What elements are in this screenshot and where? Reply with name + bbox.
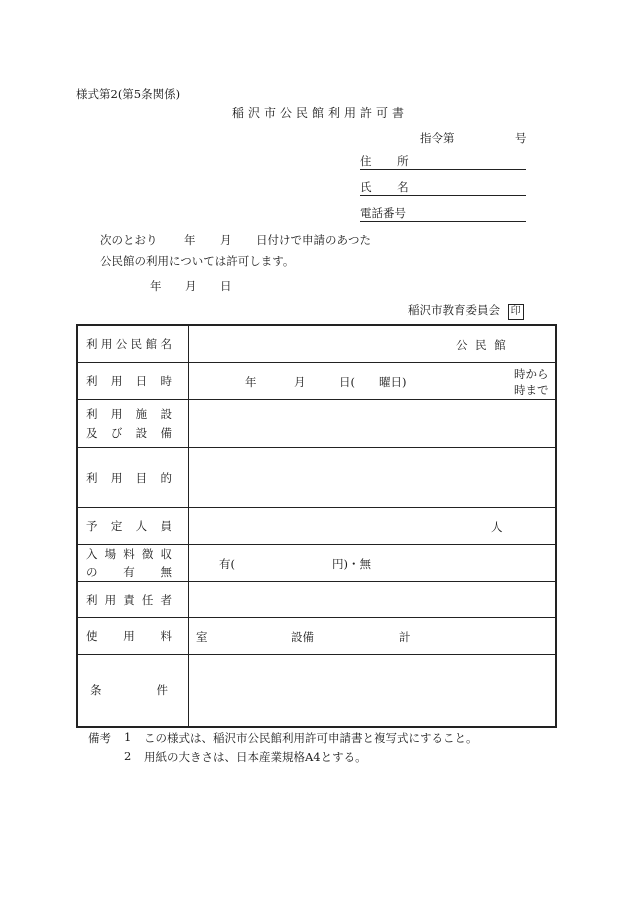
- kominkan-suffix: 公 民 館: [456, 338, 508, 352]
- label-char: 有: [123, 565, 135, 579]
- usage-weekday: 曜日): [379, 375, 407, 389]
- label-char: 料: [160, 629, 172, 643]
- label-responsible-person: [77, 582, 189, 618]
- usage-datetime-value[interactable]: [189, 363, 557, 400]
- label-usage-fee: [77, 618, 189, 655]
- body-line1-month: 月: [220, 233, 232, 247]
- usage-fee-value[interactable]: [189, 618, 557, 655]
- label-char: 用: [110, 374, 123, 388]
- label-purpose: [77, 448, 189, 508]
- label-char: 徴: [141, 547, 154, 561]
- label-char: 人: [135, 519, 148, 533]
- label-char: 利: [86, 374, 98, 388]
- facilities-equipment-value[interactable]: [189, 400, 557, 448]
- label-facility-name: [77, 325, 189, 363]
- permit-table: [76, 324, 557, 728]
- body-line2: 公民館の利用については許可します。: [100, 254, 295, 268]
- label-char: 使: [86, 629, 98, 643]
- label-char: 員: [160, 519, 172, 533]
- usage-year: 年: [245, 375, 257, 389]
- label-char: 責: [123, 592, 135, 607]
- label-char: 用: [123, 629, 135, 643]
- note-1: この様式は、稲沢市公民館利用許可申請書と複写式にすること。: [144, 731, 478, 745]
- table-row: [77, 655, 556, 727]
- body-line1-year: 年: [184, 233, 196, 247]
- label-char: 入: [86, 547, 98, 561]
- label-char: 利: [86, 592, 98, 607]
- label-char: 利: [86, 470, 98, 485]
- phone-label: 電話番号: [360, 206, 406, 220]
- fee-yes: 有(: [219, 557, 235, 571]
- document-title: 稲沢市公民館利用許可書: [232, 106, 409, 120]
- label-char: 任: [141, 592, 154, 607]
- purpose-value[interactable]: [189, 448, 557, 508]
- issue-date-month: 月: [185, 279, 197, 293]
- label-facilities-equipment: [77, 400, 189, 448]
- label-char: 及: [86, 426, 98, 440]
- label-char: 用: [100, 337, 113, 351]
- note-2: 用紙の大きさは、日本産業規格A4とする。: [144, 750, 367, 764]
- issue-date-year: 年: [150, 279, 162, 293]
- label-char: 的: [160, 470, 172, 485]
- label-char: 料: [123, 547, 135, 561]
- usage-month: 月: [294, 375, 306, 389]
- name-line: [360, 179, 526, 196]
- table-row: [77, 618, 556, 655]
- body-line1-b: 日付けで申請のあつた: [256, 233, 371, 247]
- label-char: 用: [104, 592, 117, 607]
- label-conditions: [77, 655, 189, 727]
- label-char: 目: [135, 470, 148, 485]
- issuer-name: 稲沢市教育委員会: [408, 303, 500, 317]
- label-char: 設: [160, 407, 172, 421]
- label-char: び: [110, 426, 123, 440]
- label-char: 利: [86, 337, 98, 351]
- label-char: 利: [86, 407, 98, 421]
- table-row: [77, 363, 556, 400]
- name-label-1: 氏: [360, 180, 372, 194]
- fee-total: 計: [399, 630, 411, 644]
- attendance-value[interactable]: [189, 508, 557, 545]
- phone-line: [360, 205, 526, 222]
- label-char: 公: [115, 337, 128, 351]
- address-line: [360, 153, 526, 170]
- facility-name-value[interactable]: [189, 325, 557, 363]
- notes-head: 備考: [88, 731, 111, 745]
- table-row: [77, 508, 556, 545]
- label-char: 日: [135, 374, 148, 388]
- form-number: 様式第2(第5条関係): [76, 87, 181, 101]
- label-char: 定: [110, 519, 123, 533]
- conditions-value[interactable]: [189, 655, 557, 727]
- table-row: [77, 448, 556, 508]
- address-label-1: 住: [360, 154, 372, 168]
- issue-date-day: 日: [220, 279, 232, 293]
- label-char: 者: [160, 592, 172, 607]
- label-char: 備: [160, 426, 172, 440]
- order-number-prefix: 指令第: [420, 131, 455, 145]
- label-char: 設: [135, 426, 148, 440]
- label-char: 時: [160, 374, 172, 388]
- table-row: [77, 325, 556, 363]
- label-char: 収: [160, 547, 172, 561]
- address-label-2: 所: [397, 154, 409, 168]
- responsible-person-value[interactable]: [189, 582, 557, 618]
- label-char: 無: [160, 565, 172, 579]
- seal-mark: 印: [508, 304, 524, 320]
- label-expected-attendance: [77, 508, 189, 545]
- table-row: [77, 400, 556, 448]
- time-to: 時まで: [514, 383, 549, 397]
- label-char: 名: [160, 337, 172, 351]
- label-char: 施: [135, 407, 148, 421]
- label-char: 件: [156, 683, 168, 698]
- label-char: 館: [145, 337, 158, 351]
- order-number-suffix: 号: [515, 131, 527, 145]
- label-char: 用: [110, 407, 123, 421]
- issuer-line: [408, 302, 524, 320]
- fee-yen-none: 円)・無: [332, 557, 371, 571]
- table-row: [77, 545, 556, 582]
- label-char: 用: [110, 470, 123, 485]
- note-2-number: 2: [124, 749, 132, 763]
- label-char: の: [86, 565, 98, 579]
- person-unit: 人: [491, 520, 503, 534]
- fee-equipment: 設備: [291, 630, 314, 644]
- time-from: 時から: [514, 367, 549, 381]
- label-admission-fee: [77, 545, 189, 582]
- admission-fee-value[interactable]: [189, 545, 557, 582]
- name-label-2: 名: [397, 180, 409, 194]
- fee-room: 室: [196, 630, 208, 644]
- label-char: 場: [104, 547, 117, 561]
- body-line1-a: 次のとおり: [100, 233, 158, 247]
- label-usage-datetime: [77, 363, 189, 400]
- label-char: 条: [90, 683, 102, 698]
- label-char: 予: [86, 519, 98, 533]
- label-char: 民: [130, 337, 143, 351]
- table-row: [77, 582, 556, 618]
- note-1-number: 1: [124, 730, 132, 744]
- usage-day: 日(: [339, 375, 355, 389]
